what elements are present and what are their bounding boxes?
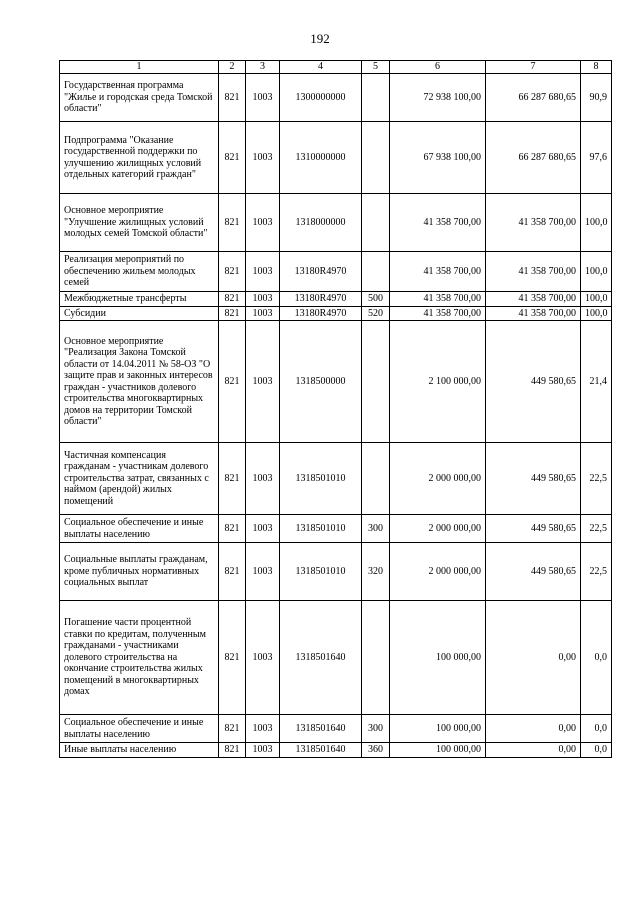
target-article-cell: 13180R4970 [280, 292, 362, 307]
admin-code-cell: 821 [219, 74, 246, 122]
section-code-cell: 1003 [246, 74, 280, 122]
column-header: 2 [219, 61, 246, 74]
expense-type-cell: 520 [362, 306, 390, 321]
executed-amount-cell: 449 580,65 [486, 515, 581, 543]
section-code-cell: 1003 [246, 743, 280, 758]
planned-amount-cell: 41 358 700,00 [390, 252, 486, 292]
expense-type-cell: 300 [362, 515, 390, 543]
planned-amount-cell: 41 358 700,00 [390, 194, 486, 252]
target-article-cell: 1318000000 [280, 194, 362, 252]
executed-amount-cell: 41 358 700,00 [486, 194, 581, 252]
executed-amount-cell: 449 580,65 [486, 443, 581, 515]
planned-amount-cell: 100 000,00 [390, 715, 486, 743]
section-code-cell: 1003 [246, 194, 280, 252]
row-name-cell: Реализация мероприятий по обеспечению жильем молодых семей [60, 252, 219, 292]
executed-amount-cell: 66 287 680,65 [486, 74, 581, 122]
execution-percent-cell: 22,5 [581, 543, 612, 601]
target-article-cell: 1318501640 [280, 715, 362, 743]
row-name-cell: Частичная компенсация гражданам - участникам долевого строительства затрат, связанных с наймом (арендой) жилых помещений [60, 443, 219, 515]
column-header: 4 [280, 61, 362, 74]
executed-amount-cell: 0,00 [486, 601, 581, 715]
target-article-cell: 1318501010 [280, 443, 362, 515]
section-code-cell: 1003 [246, 543, 280, 601]
section-code-cell: 1003 [246, 443, 280, 515]
column-header: 7 [486, 61, 581, 74]
target-article-cell: 1318501010 [280, 543, 362, 601]
planned-amount-cell: 41 358 700,00 [390, 292, 486, 307]
budget-table [59, 60, 612, 758]
planned-amount-cell: 2 100 000,00 [390, 321, 486, 443]
expense-type-cell [362, 252, 390, 292]
table-row [60, 122, 612, 194]
planned-amount-cell: 2 000 000,00 [390, 443, 486, 515]
row-name-cell: Основное мероприятие "Реализация Закона Томской области от 14.04.2011 № 58-ОЗ "О защите прав и законных интересов граждан - участников долевого строительства многоквартирных домов на территории Томской области" [60, 321, 219, 443]
planned-amount-cell: 72 938 100,00 [390, 74, 486, 122]
admin-code-cell: 821 [219, 715, 246, 743]
row-name-cell: Погашение части процентной ставки по кредитам, полученным гражданами - участниками долевого строительства на окончание строительства жилых помещений в многоквартирных домах [60, 601, 219, 715]
table-row [60, 601, 612, 715]
section-code-cell: 1003 [246, 292, 280, 307]
admin-code-cell: 821 [219, 252, 246, 292]
admin-code-cell: 821 [219, 321, 246, 443]
row-name-cell: Иные выплаты населению [60, 743, 219, 758]
section-code-cell: 1003 [246, 252, 280, 292]
section-code-cell: 1003 [246, 306, 280, 321]
admin-code-cell: 821 [219, 515, 246, 543]
execution-percent-cell: 97,6 [581, 122, 612, 194]
row-name-cell: Социальные выплаты гражданам, кроме публичных нормативных социальных выплат [60, 543, 219, 601]
table-row [60, 321, 612, 443]
table-header-row [60, 61, 612, 74]
expense-type-cell: 360 [362, 743, 390, 758]
executed-amount-cell: 0,00 [486, 715, 581, 743]
execution-percent-cell: 0,0 [581, 715, 612, 743]
expense-type-cell: 300 [362, 715, 390, 743]
admin-code-cell: 821 [219, 194, 246, 252]
table-row [60, 74, 612, 122]
target-article-cell: 1318501640 [280, 601, 362, 715]
column-header: 5 [362, 61, 390, 74]
expense-type-cell [362, 194, 390, 252]
row-name-cell: Основное мероприятие "Улучшение жилищных условий молодых семей Томской области" [60, 194, 219, 252]
column-header: 8 [581, 61, 612, 74]
execution-percent-cell: 100,0 [581, 252, 612, 292]
target-article-cell: 1318501640 [280, 743, 362, 758]
table-row [60, 715, 612, 743]
row-name-cell: Социальное обеспечение и иные выплаты населению [60, 515, 219, 543]
page-number: 192 [310, 31, 330, 46]
table-row [60, 543, 612, 601]
target-article-cell: 1318501010 [280, 515, 362, 543]
planned-amount-cell: 67 938 100,00 [390, 122, 486, 194]
admin-code-cell: 821 [219, 743, 246, 758]
execution-percent-cell: 0,0 [581, 601, 612, 715]
executed-amount-cell: 41 358 700,00 [486, 306, 581, 321]
target-article-cell: 13180R4970 [280, 252, 362, 292]
execution-percent-cell: 21,4 [581, 321, 612, 443]
expense-type-cell: 500 [362, 292, 390, 307]
row-name-cell: Субсидии [60, 306, 219, 321]
executed-amount-cell: 41 358 700,00 [486, 252, 581, 292]
column-header: 1 [60, 61, 219, 74]
execution-percent-cell: 100,0 [581, 292, 612, 307]
planned-amount-cell: 100 000,00 [390, 743, 486, 758]
admin-code-cell: 821 [219, 601, 246, 715]
table-row [60, 443, 612, 515]
section-code-cell: 1003 [246, 321, 280, 443]
admin-code-cell: 821 [219, 292, 246, 307]
table-row [60, 292, 612, 307]
target-article-cell: 1318500000 [280, 321, 362, 443]
section-code-cell: 1003 [246, 515, 280, 543]
column-header: 3 [246, 61, 280, 74]
table-row [60, 743, 612, 758]
executed-amount-cell: 449 580,65 [486, 543, 581, 601]
target-article-cell: 1310000000 [280, 122, 362, 194]
table-row [60, 194, 612, 252]
execution-percent-cell: 22,5 [581, 515, 612, 543]
table-row [60, 252, 612, 292]
execution-percent-cell: 100,0 [581, 194, 612, 252]
execution-percent-cell: 22,5 [581, 443, 612, 515]
executed-amount-cell: 66 287 680,65 [486, 122, 581, 194]
expense-type-cell [362, 321, 390, 443]
expense-type-cell: 320 [362, 543, 390, 601]
expense-type-cell [362, 74, 390, 122]
section-code-cell: 1003 [246, 122, 280, 194]
section-code-cell: 1003 [246, 601, 280, 715]
expense-type-cell [362, 601, 390, 715]
table-row [60, 306, 612, 321]
execution-percent-cell: 100,0 [581, 306, 612, 321]
executed-amount-cell: 41 358 700,00 [486, 292, 581, 307]
row-name-cell: Социальное обеспечение и иные выплаты населению [60, 715, 219, 743]
planned-amount-cell: 100 000,00 [390, 601, 486, 715]
execution-percent-cell: 0,0 [581, 743, 612, 758]
planned-amount-cell: 2 000 000,00 [390, 515, 486, 543]
planned-amount-cell: 2 000 000,00 [390, 543, 486, 601]
column-header: 6 [390, 61, 486, 74]
row-name-cell: Межбюджетные трансферты [60, 292, 219, 307]
executed-amount-cell: 0,00 [486, 743, 581, 758]
expense-type-cell [362, 122, 390, 194]
row-name-cell: Подпрограмма "Оказание государственной поддержки по улучшению жилищных условий отдельных категорий граждан" [60, 122, 219, 194]
executed-amount-cell: 449 580,65 [486, 321, 581, 443]
admin-code-cell: 821 [219, 443, 246, 515]
execution-percent-cell: 90,9 [581, 74, 612, 122]
expense-type-cell [362, 443, 390, 515]
admin-code-cell: 821 [219, 543, 246, 601]
admin-code-cell: 821 [219, 306, 246, 321]
section-code-cell: 1003 [246, 715, 280, 743]
table-row [60, 515, 612, 543]
target-article-cell: 13180R4970 [280, 306, 362, 321]
target-article-cell: 1300000000 [280, 74, 362, 122]
admin-code-cell: 821 [219, 122, 246, 194]
planned-amount-cell: 41 358 700,00 [390, 306, 486, 321]
row-name-cell: Государственная программа "Жилье и городская среда Томской области" [60, 74, 219, 122]
